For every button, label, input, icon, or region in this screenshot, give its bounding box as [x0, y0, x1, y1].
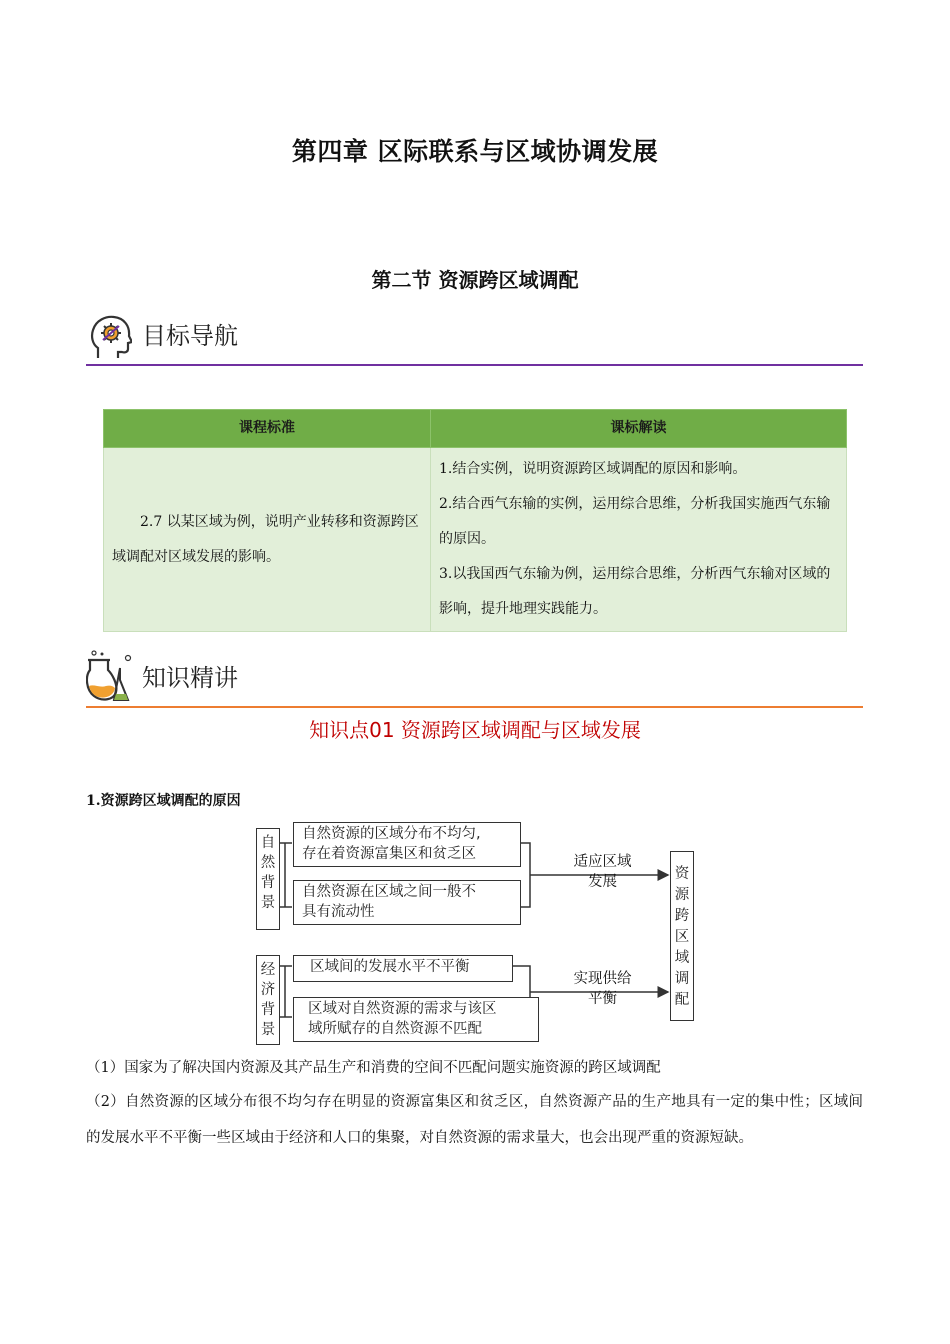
standard-cell: 2.7 以某区域为例，说明产业转移和资源跨区域调配对区域发展的影响。	[104, 448, 431, 632]
economic-box-imbalance: 区域间的发展水平不平衡	[293, 955, 513, 982]
section-title: 第二节 资源跨区域调配	[371, 268, 579, 292]
goal-nav-rule	[86, 364, 863, 366]
natural-box-line: 存在着资源富集区和贫乏区	[302, 846, 476, 862]
goal-nav-title: 目标导航	[142, 322, 238, 350]
goal-nav-header	[86, 306, 863, 366]
arrow-label-line: 适应区域	[573, 854, 632, 870]
curriculum-table	[103, 409, 847, 632]
arrow-label-line: 平衡	[588, 991, 617, 1007]
natural-box-distribution	[293, 822, 521, 867]
paragraph-2: （2）自然资源的区域分布很不均匀存在明显的资源富集区和贫乏区，自然资源产品的生产地具有一定的集中性；区域间的发展水平不平衡一些区域由于经济和人口的集聚，对自然资源的需求量大，也会出现严重的资源短缺。	[86, 1094, 863, 1146]
head-gear-icon	[90, 314, 132, 360]
natural-box-immobility	[293, 880, 521, 925]
flask-icon	[86, 650, 134, 704]
economic-box-mismatch	[293, 997, 539, 1042]
interpretation-item: 1.结合实例，说明资源跨区域调配的原因和影响。	[439, 461, 747, 477]
table-header-standard: 课程标准	[104, 410, 431, 448]
natural-box-line: 自然资源的区域分布不均匀,	[302, 826, 481, 842]
interpretation-item: 2.结合西气东输的实例，运用综合思维，分析我国实施西气东输的原因。	[439, 496, 831, 547]
economic-background-label: 经济背景	[256, 955, 280, 1045]
arrow-label-line: 发展	[588, 874, 617, 890]
economic-box-line: 区域对自然资源的需求与该区	[308, 1001, 497, 1017]
arrow-label-adapt	[555, 852, 650, 892]
table-header-interpretation: 课标解读	[431, 410, 847, 448]
natural-box-line: 自然资源在区域之间一般不	[302, 884, 476, 900]
subheading: 1.资源跨区域调配的原因	[86, 793, 241, 809]
knowledge-rule	[86, 706, 863, 708]
result-box: 资源跨区域调配	[670, 851, 694, 1021]
natural-box-line: 具有流动性	[302, 904, 375, 920]
interpretation-cell	[431, 448, 847, 632]
natural-background-label: 自然背景	[256, 828, 280, 930]
knowledge-title: 知识精讲	[142, 664, 238, 692]
knowledge-header	[86, 648, 863, 708]
arrow-label-balance	[555, 969, 650, 1009]
knowledge-point-title: 知识点01 资源跨区域调配与区域发展	[309, 718, 641, 742]
interpretation-item: 3.以我国西气东输为例，运用综合思维，分析西气东输对区域的影响，提升地理实践能力。	[439, 566, 831, 617]
paragraph-1: （1）国家为了解决国内资源及其产品生产和消费的空间不匹配问题实施资源的跨区域调配	[86, 1060, 661, 1076]
economic-box-line: 域所赋存的自然资源不匹配	[308, 1021, 482, 1037]
arrow-label-line: 实现供给	[573, 971, 632, 987]
chapter-title: 第四章 区际联系与区域协调发展	[291, 137, 659, 166]
